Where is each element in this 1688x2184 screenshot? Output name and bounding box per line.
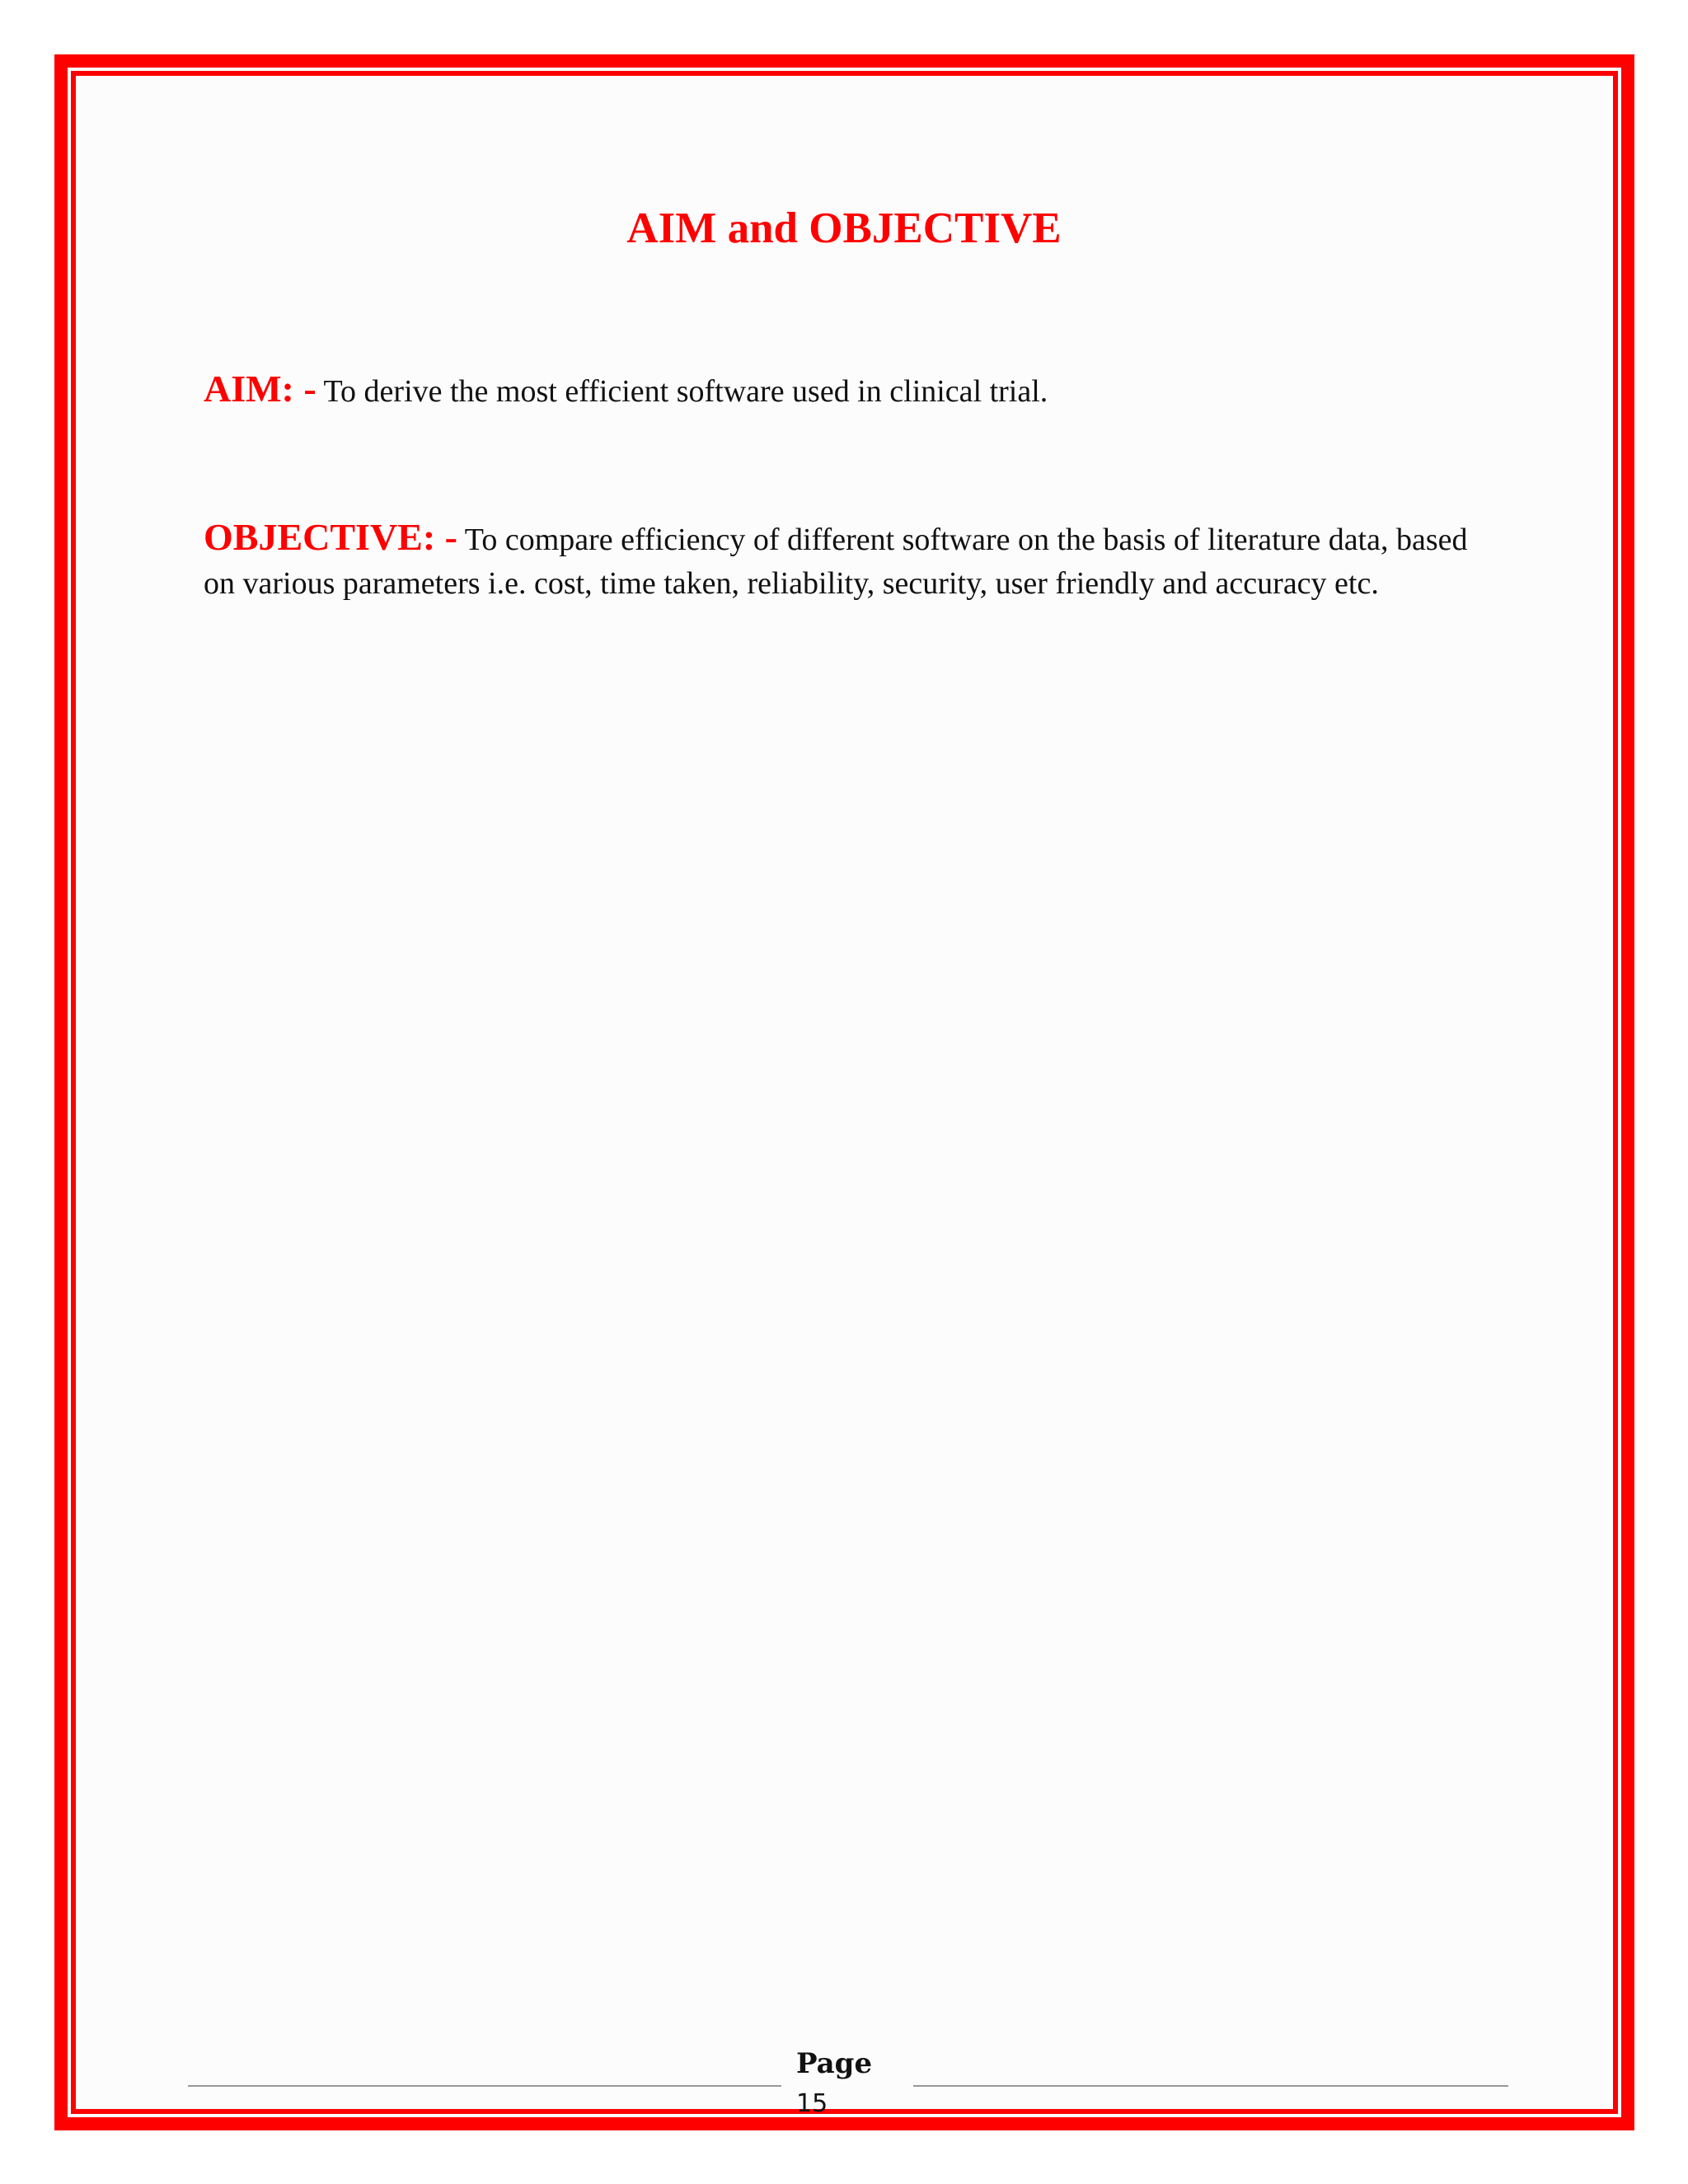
objective-label: OBJECTIVE: - [204, 516, 457, 558]
aim-label: AIM: - [204, 368, 316, 410]
aim-text: To derive the most efficient software used in clinical trial. [316, 374, 1048, 409]
aim-paragraph [204, 367, 1498, 414]
page-title: AIM and OBJECTIVE [626, 204, 1062, 252]
objective-text: To compare efficiency of different software on the basis of literature data, based on various parameters i.e. cost, time taken, reliability, security, user friendly and accuracy etc. [204, 523, 1468, 601]
objective-paragraph [204, 515, 1498, 606]
footer-page-number: 15 [796, 2089, 828, 2118]
footer-line-left [188, 2085, 781, 2087]
footer-page-label: Page [796, 2047, 873, 2080]
footer-line-right [913, 2085, 1508, 2087]
